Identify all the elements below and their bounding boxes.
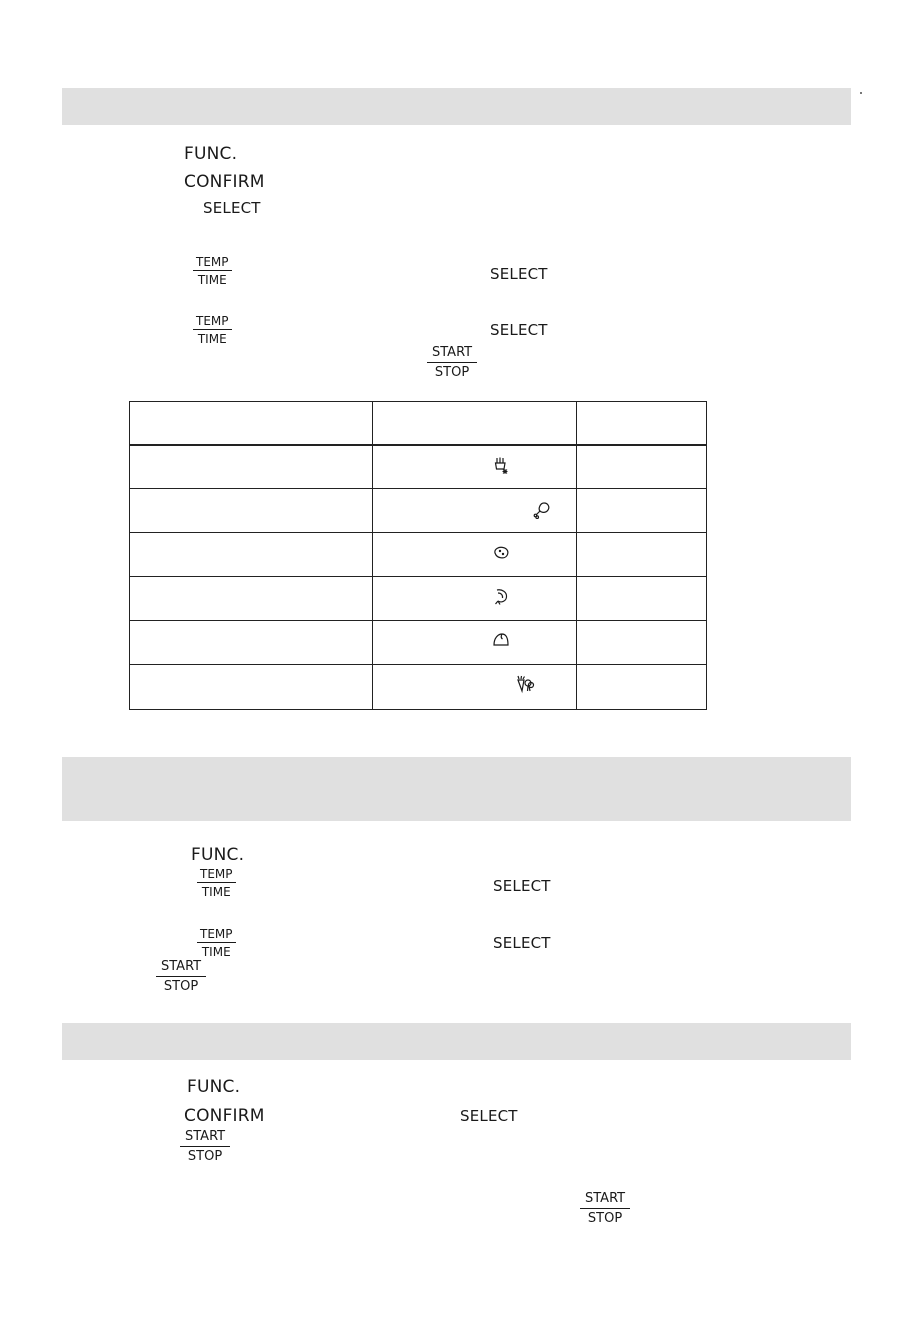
section-header-band (62, 757, 851, 821)
func-label: FUNC. (191, 845, 245, 865)
section-header-band (62, 88, 851, 125)
start-text: START (427, 345, 477, 363)
select-label: SELECT (490, 321, 548, 339)
table-row-rule (130, 664, 706, 665)
temp-time-label (197, 867, 236, 899)
start-text: START (580, 1191, 630, 1209)
select-label: SELECT (493, 934, 551, 952)
select-label: SELECT (493, 877, 551, 895)
chicken-leg-icon (533, 501, 551, 519)
select-label: SELECT (203, 199, 261, 217)
page-speck (860, 92, 862, 94)
preset-table (129, 401, 707, 710)
vegetables-icon (513, 675, 535, 695)
start-stop-label (427, 345, 477, 380)
table-header-rule (130, 444, 706, 446)
confirm-label: CONFIRM (184, 172, 265, 192)
func-label: FUNC. (187, 1077, 241, 1097)
cake-icon (492, 632, 510, 648)
temp-text: TEMP (193, 314, 232, 330)
select-label: SELECT (490, 265, 548, 283)
frozen-fries-icon (494, 457, 508, 475)
temp-text: TEMP (193, 255, 232, 271)
table-row-rule (130, 532, 706, 533)
confirm-label: CONFIRM (184, 1106, 265, 1126)
potato-icon (492, 545, 510, 561)
stop-text: STOP (187, 1149, 223, 1164)
temp-time-label (197, 927, 236, 959)
select-label: SELECT (460, 1107, 518, 1125)
start-stop-label (180, 1129, 230, 1164)
table-row-rule (130, 620, 706, 621)
table-divider (576, 402, 577, 709)
stop-text: STOP (587, 1211, 623, 1226)
temp-text: TEMP (197, 867, 236, 883)
temp-time-label (193, 314, 232, 346)
table-row-rule (130, 488, 706, 489)
time-text: TIME (201, 945, 231, 959)
stop-text: STOP (163, 979, 199, 994)
section-header-band (62, 1023, 851, 1060)
stop-text: STOP (434, 365, 470, 380)
func-label: FUNC. (184, 144, 238, 164)
time-text: TIME (197, 273, 227, 287)
table-row-rule (130, 576, 706, 577)
time-text: TIME (201, 885, 231, 899)
start-text: START (180, 1129, 230, 1147)
temp-time-label (193, 255, 232, 287)
shrimp-icon (494, 588, 510, 606)
time-text: TIME (197, 332, 227, 346)
start-stop-label (580, 1191, 630, 1226)
start-stop-label (156, 959, 206, 994)
temp-text: TEMP (197, 927, 236, 943)
start-text: START (156, 959, 206, 977)
table-divider (372, 402, 373, 709)
